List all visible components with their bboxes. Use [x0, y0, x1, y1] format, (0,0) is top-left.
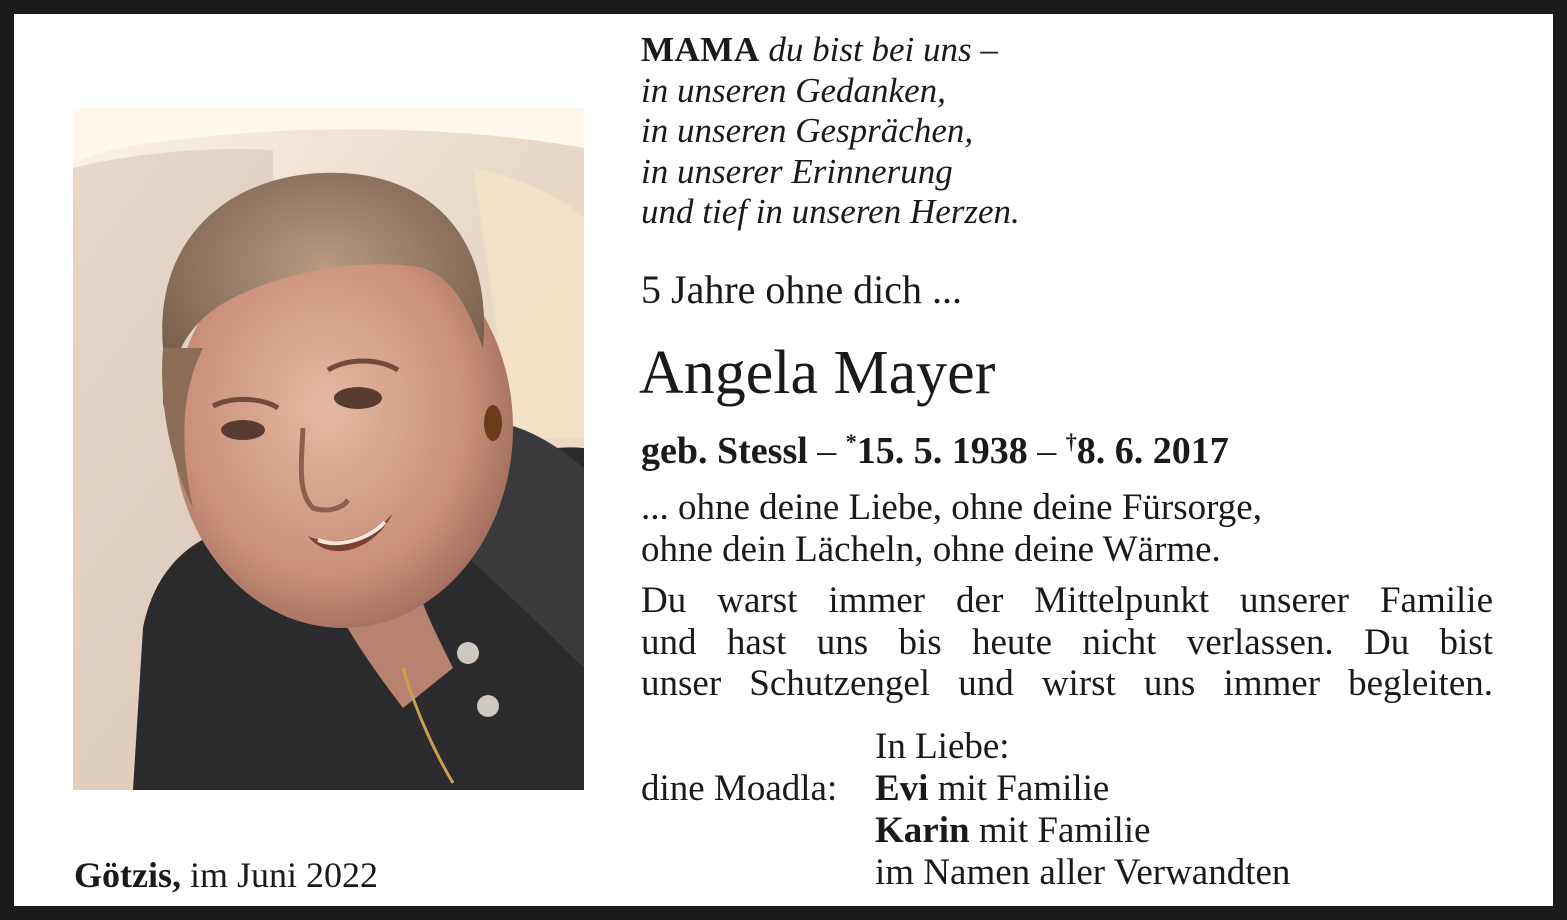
poem-line: und tief in unseren Herzen. [641, 192, 1020, 231]
signature-entry-name: Evi [875, 768, 929, 809]
paragraph-line: und hast uns bis heute nicht verlassen. Du bist [641, 621, 1493, 663]
portrait-photo [73, 108, 584, 790]
place-when: im Juni 2022 [189, 855, 378, 895]
paragraph-two [641, 580, 1493, 705]
death-date: 8. 6. 2017 [1076, 430, 1229, 472]
deceased-name: Angela Mayer [639, 339, 996, 407]
separator: – [1037, 430, 1057, 472]
years-without-heading: 5 Jahre ohne dich ... [641, 267, 963, 312]
signature-entry-suffix: mit Familie [937, 768, 1110, 809]
paragraph-line: unser Schutzengel und wirst uns immer begleiten. [641, 663, 1493, 704]
signature-entry-suffix: mit Familie [978, 810, 1151, 851]
poem-lead: MAMA [641, 30, 760, 69]
signature-entry [875, 768, 1290, 810]
paragraph-one [641, 487, 1262, 570]
signature-closing: im Namen aller Verwandten [875, 852, 1291, 893]
poem-line-text: du bist bei uns – [768, 30, 998, 69]
signature-label: dine Moadla: [641, 768, 838, 809]
separator: – [817, 430, 837, 472]
place-and-date [74, 853, 378, 897]
signature-intro: In Liebe: [875, 726, 1010, 767]
paragraph-line: ... ohne deine Liebe, ohne deine Fürsorge, [641, 487, 1262, 528]
poem [641, 30, 1341, 233]
signature-entry [875, 810, 1290, 852]
poem-line: in unserer Erinnerung [641, 151, 953, 191]
birth-name: geb. Stessl [641, 430, 808, 472]
paragraph-line: Du warst immer der Mittelpunkt unserer Familie [641, 580, 1493, 621]
death-symbol: † [1065, 429, 1077, 454]
paragraph-line: ohne dein Lächeln, ohne deine Wärme. [641, 528, 1221, 570]
place-town: Götzis, [74, 855, 181, 895]
signature-block [875, 726, 1290, 894]
poem-line [641, 30, 1341, 71]
signature-entry-name: Karin [875, 810, 970, 851]
birth-date: 15. 5. 1938 [856, 430, 1028, 472]
birth-symbol: * [845, 429, 857, 454]
poem-line: in unseren Gesprächen, [641, 111, 974, 150]
poem-line: in unseren Gedanken, [641, 70, 946, 110]
life-dates [641, 418, 1229, 475]
